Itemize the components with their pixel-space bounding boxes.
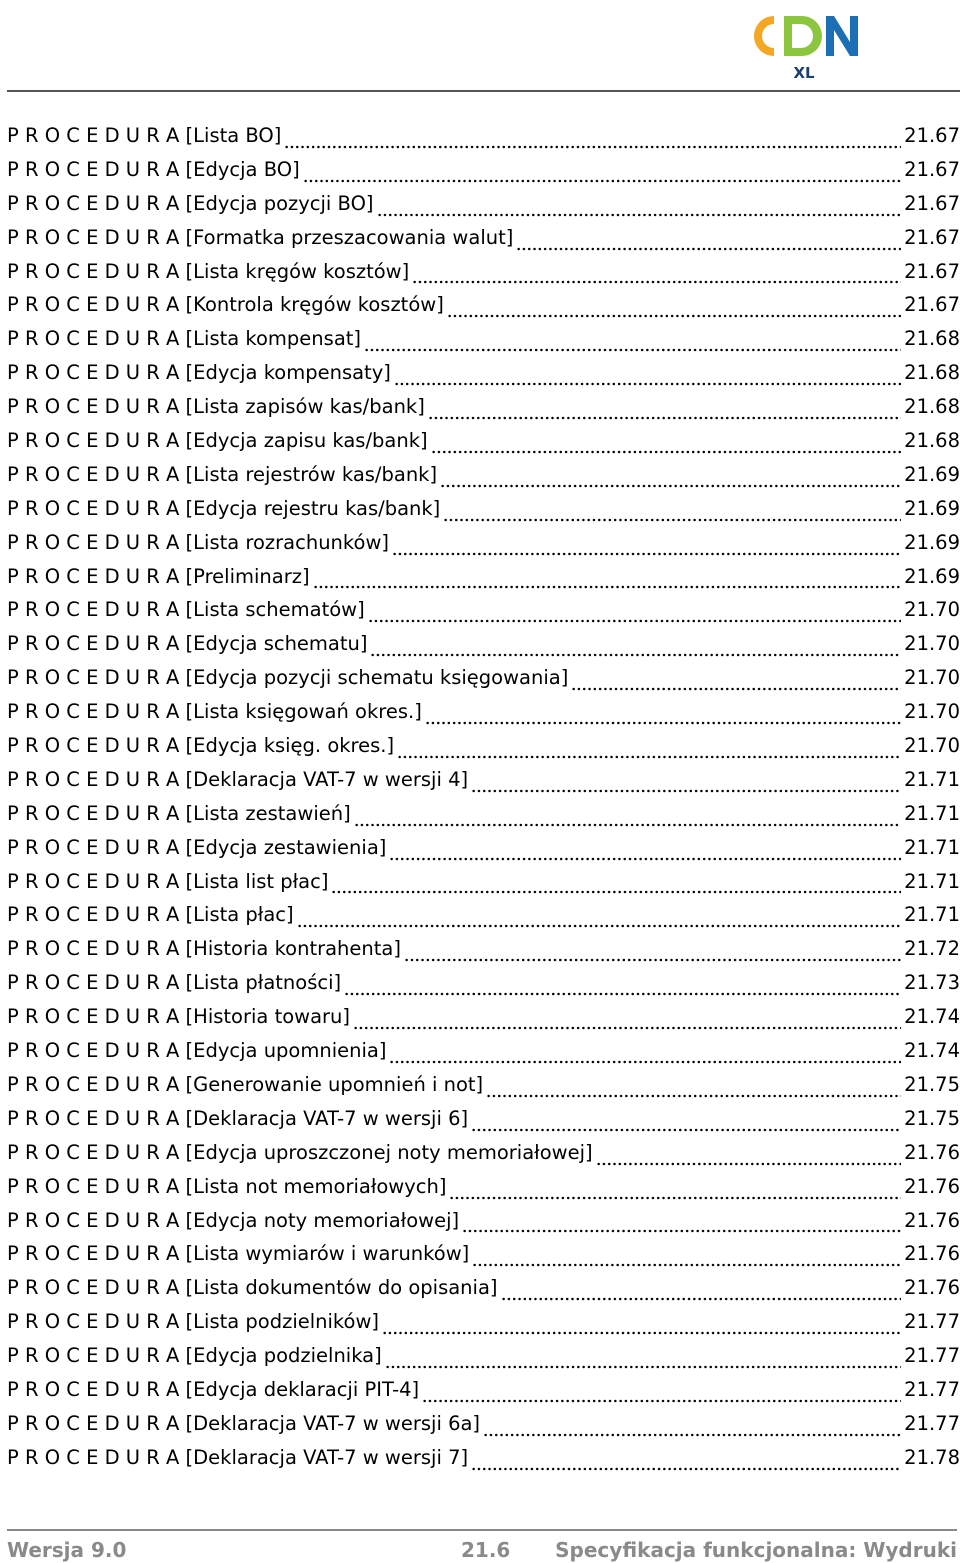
toc-entry-title: P R O C E D U R A [Deklaracja VAT-7 w wersji 7] [7, 1445, 469, 1469]
logo-letter-n [826, 16, 858, 56]
toc-entry-page: 21.70 [904, 734, 960, 758]
toc-entry-title: P R O C E D U R A [Lista schematów] [7, 598, 365, 622]
toc-entry-page: 21.70 [904, 700, 960, 724]
toc-entry-title: P R O C E D U R A [Edycja zestawienia] [7, 835, 387, 859]
toc-entry[interactable] [7, 836, 960, 870]
toc-entry-title: P R O C E D U R A [Lista księgowań okres.] [7, 700, 422, 724]
toc-entry[interactable] [7, 124, 960, 158]
toc-entry-page: 21.75 [904, 1072, 960, 1096]
toc-dot-leader [354, 823, 901, 827]
toc-entry-title: P R O C E D U R A [Lista wymiarów i warunków] [7, 1242, 470, 1266]
toc-dot-leader [422, 1399, 901, 1403]
toc-dot-leader [392, 552, 901, 556]
toc-entry-title: P R O C E D U R A [Edycja schematu] [7, 632, 368, 656]
table-of-contents [7, 124, 960, 1480]
toc-entry[interactable] [7, 1412, 960, 1446]
footer-rule [7, 1529, 957, 1531]
toc-dot-leader [483, 1433, 901, 1437]
toc-dot-leader [571, 687, 901, 691]
toc-entry-title: P R O C E D U R A [Lista list płac] [7, 869, 329, 893]
toc-dot-leader [344, 992, 901, 996]
toc-entry[interactable] [7, 1310, 960, 1344]
toc-dot-leader [501, 1297, 902, 1301]
toc-entry-page: 21.71 [904, 767, 960, 791]
toc-dot-leader [284, 145, 901, 149]
toc-dot-leader [431, 450, 902, 454]
toc-entry-title: P R O C E D U R A [Edycja podzielnika] [7, 1344, 382, 1368]
toc-dot-leader [368, 619, 901, 623]
cdn-xl-logo [744, 10, 864, 82]
toc-entry-page: 21.67 [904, 293, 960, 317]
toc-entry[interactable] [7, 260, 960, 294]
toc-dot-leader [486, 1094, 901, 1098]
toc-entry-page: 21.71 [904, 801, 960, 825]
toc-entry[interactable] [7, 870, 960, 904]
toc-dot-leader [516, 247, 901, 251]
toc-entry[interactable] [7, 361, 960, 395]
toc-entry-title: P R O C E D U R A [Preliminarz] [7, 564, 310, 588]
toc-entry-title: P R O C E D U R A [Edycja uproszczonej noty memoriałowej] [7, 1140, 593, 1164]
toc-entry[interactable] [7, 1276, 960, 1310]
toc-entry[interactable] [7, 293, 960, 327]
toc-entry[interactable] [7, 1175, 960, 1209]
toc-entry-page: 21.74 [904, 1039, 960, 1063]
toc-entry[interactable] [7, 226, 960, 260]
toc-entry[interactable] [7, 1209, 960, 1243]
toc-entry-page: 21.69 [904, 462, 960, 486]
toc-entry[interactable] [7, 666, 960, 700]
toc-entry[interactable] [7, 1446, 960, 1480]
toc-entry-page: 21.67 [904, 225, 960, 249]
toc-entry-page: 21.71 [904, 903, 960, 927]
toc-dot-leader [353, 1026, 901, 1030]
toc-entry[interactable] [7, 531, 960, 565]
toc-entry-title: P R O C E D U R A [Lista podzielników] [7, 1310, 380, 1334]
toc-entry-title: P R O C E D U R A [Lista płac] [7, 903, 294, 927]
logo-xl-text: XL [793, 64, 815, 82]
toc-dot-leader [447, 314, 901, 318]
page-footer [7, 1538, 957, 1562]
toc-entry-page: 21.71 [904, 869, 960, 893]
toc-entry-page: 21.69 [904, 530, 960, 554]
toc-entry-title: P R O C E D U R A [Lista płatności] [7, 971, 342, 995]
toc-entry-page: 21.70 [904, 598, 960, 622]
toc-entry-page: 21.76 [904, 1242, 960, 1266]
toc-entry[interactable] [7, 1378, 960, 1412]
toc-dot-leader [370, 653, 901, 657]
toc-entry-title: P R O C E D U R A [Deklaracja VAT-7 w wersji 4] [7, 767, 469, 791]
toc-entry[interactable] [7, 1073, 960, 1107]
toc-entry-page: 21.69 [904, 496, 960, 520]
toc-entry-title: P R O C E D U R A [Lista not memoriałowych] [7, 1174, 447, 1198]
toc-entry-title: P R O C E D U R A [Edycja pozycji BO] [7, 191, 374, 215]
toc-entry-title: P R O C E D U R A [Edycja BO] [7, 157, 300, 181]
toc-entry-title: P R O C E D U R A [Historia towaru] [7, 1005, 351, 1029]
toc-dot-leader [394, 382, 901, 386]
toc-dot-leader [404, 958, 901, 962]
toc-dot-leader [297, 924, 902, 928]
toc-dot-leader [412, 280, 901, 284]
toc-dot-leader [377, 213, 902, 217]
toc-entry[interactable] [7, 1141, 960, 1175]
toc-entry[interactable] [7, 1107, 960, 1141]
toc-dot-leader [472, 1263, 901, 1267]
toc-dot-leader [462, 1229, 901, 1233]
toc-entry-title: P R O C E D U R A [Edycja pozycji schematu księgowania] [7, 666, 569, 690]
toc-entry-title: P R O C E D U R A [Edycja rejestru kas/bank] [7, 496, 441, 520]
toc-dot-leader [331, 890, 901, 894]
toc-entry-page: 21.75 [904, 1106, 960, 1130]
toc-entry-page: 21.78 [904, 1445, 960, 1469]
toc-entry-title: P R O C E D U R A [Lista zapisów kas/bank] [7, 395, 425, 419]
toc-entry[interactable] [7, 1242, 960, 1276]
toc-entry-page: 21.68 [904, 429, 960, 453]
header-rule [7, 90, 960, 92]
toc-entry-page: 21.68 [904, 327, 960, 351]
toc-entry-page: 21.77 [904, 1310, 960, 1334]
toc-dot-leader [428, 416, 901, 420]
toc-dot-leader [425, 721, 901, 725]
toc-entry-page: 21.74 [904, 1005, 960, 1029]
toc-dot-leader [440, 484, 901, 488]
toc-entry-page: 21.70 [904, 666, 960, 690]
toc-entry-page: 21.68 [904, 361, 960, 385]
toc-entry-page: 21.69 [904, 564, 960, 588]
toc-entry[interactable] [7, 429, 960, 463]
toc-entry-page: 21.77 [904, 1411, 960, 1435]
toc-entry-title: P R O C E D U R A [Lista rozrachunków] [7, 530, 390, 554]
toc-dot-leader [449, 1196, 901, 1200]
toc-entry[interactable] [7, 1005, 960, 1039]
toc-dot-leader [443, 518, 901, 522]
toc-entry[interactable] [7, 497, 960, 531]
toc-entry-title: P R O C E D U R A [Formatka przeszacowania walut] [7, 225, 514, 249]
toc-entry-title: P R O C E D U R A [Lista zestawień] [7, 801, 351, 825]
toc-entry-page: 21.76 [904, 1208, 960, 1232]
toc-entry-title: P R O C E D U R A [Lista BO] [7, 124, 282, 147]
toc-entry-title: P R O C E D U R A [Kontrola kręgów kosztów] [7, 293, 444, 317]
toc-dot-leader [303, 179, 901, 183]
toc-entry-title: P R O C E D U R A [Edycja kompensaty] [7, 361, 391, 385]
toc-entry-title: P R O C E D U R A [Generowanie upomnień i not] [7, 1072, 484, 1096]
logo-cdn-text: CDN [744, 10, 747, 11]
toc-entry[interactable] [7, 768, 960, 802]
toc-entry-page: 21.72 [904, 937, 960, 961]
toc-entry[interactable] [7, 802, 960, 836]
toc-entry-page: 21.77 [904, 1344, 960, 1368]
logo-letter-d [784, 16, 822, 56]
toc-entry-title: P R O C E D U R A [Edycja zapisu kas/bank] [7, 429, 428, 453]
toc-entry[interactable] [7, 327, 960, 361]
toc-entry[interactable] [7, 632, 960, 666]
toc-dot-leader [364, 348, 901, 352]
toc-entry-page: 21.76 [904, 1174, 960, 1198]
toc-entry-page: 21.67 [904, 259, 960, 283]
footer-page-number: 21.6 [461, 1538, 511, 1562]
toc-entry[interactable] [7, 937, 960, 971]
toc-dot-leader [471, 789, 901, 793]
toc-dot-leader [385, 1365, 901, 1369]
toc-dot-leader [397, 755, 901, 759]
toc-entry-title: P R O C E D U R A [Lista kompensat] [7, 327, 362, 351]
toc-entry[interactable] [7, 1039, 960, 1073]
toc-dot-leader [596, 1162, 902, 1166]
toc-entry-title: P R O C E D U R A [Historia kontrahenta] [7, 937, 401, 961]
toc-entry[interactable] [7, 903, 960, 937]
toc-entry-page: 21.76 [904, 1140, 960, 1164]
toc-entry-title: P R O C E D U R A [Edycja noty memoriałowej] [7, 1208, 460, 1232]
toc-entry-title: P R O C E D U R A [Deklaracja VAT-7 w wersji 6a] [7, 1411, 481, 1435]
toc-dot-leader [471, 1128, 901, 1132]
toc-entry-page: 21.77 [904, 1377, 960, 1401]
toc-entry[interactable] [7, 565, 960, 599]
toc-entry-title: P R O C E D U R A [Lista dokumentów do opisania] [7, 1276, 498, 1300]
toc-dot-leader [313, 585, 902, 589]
toc-entry-page: 21.76 [904, 1276, 960, 1300]
toc-entry-page: 21.67 [904, 124, 960, 147]
toc-entry[interactable] [7, 158, 960, 192]
toc-entry-page: 21.68 [904, 395, 960, 419]
toc-dot-leader [389, 857, 901, 861]
toc-entry-title: P R O C E D U R A [Lista kręgów kosztów] [7, 259, 410, 283]
toc-entry-page: 21.67 [904, 157, 960, 181]
toc-entry-page: 21.70 [904, 632, 960, 656]
footer-version: Wersja 9.0 [7, 1538, 127, 1562]
toc-entry[interactable] [7, 463, 960, 497]
toc-entry[interactable] [7, 1344, 960, 1378]
toc-entry[interactable] [7, 971, 960, 1005]
toc-entry-title: P R O C E D U R A [Edycja deklaracji PIT-4] [7, 1377, 420, 1401]
footer-document-title: Specyfikacja funkcjonalna: Wydruki [555, 1538, 957, 1562]
toc-entry-title: P R O C E D U R A [Edycja upomnienia] [7, 1039, 387, 1063]
toc-entry-page: 21.67 [904, 191, 960, 215]
toc-entry-page: 21.73 [904, 971, 960, 995]
toc-entry[interactable] [7, 734, 960, 768]
toc-entry-page: 21.71 [904, 835, 960, 859]
toc-entry[interactable] [7, 700, 960, 734]
toc-entry-title: P R O C E D U R A [Lista rejestrów kas/bank] [7, 462, 438, 486]
toc-entry[interactable] [7, 395, 960, 429]
toc-entry[interactable] [7, 192, 960, 226]
toc-dot-leader [382, 1331, 901, 1335]
toc-entry[interactable] [7, 598, 960, 632]
toc-dot-leader [389, 1060, 901, 1064]
logo-letter-c [754, 16, 774, 56]
toc-entry-title: P R O C E D U R A [Deklaracja VAT-7 w wersji 6] [7, 1106, 469, 1130]
toc-entry-title: P R O C E D U R A [Edycja księg. okres.] [7, 734, 395, 758]
toc-dot-leader [471, 1467, 901, 1471]
